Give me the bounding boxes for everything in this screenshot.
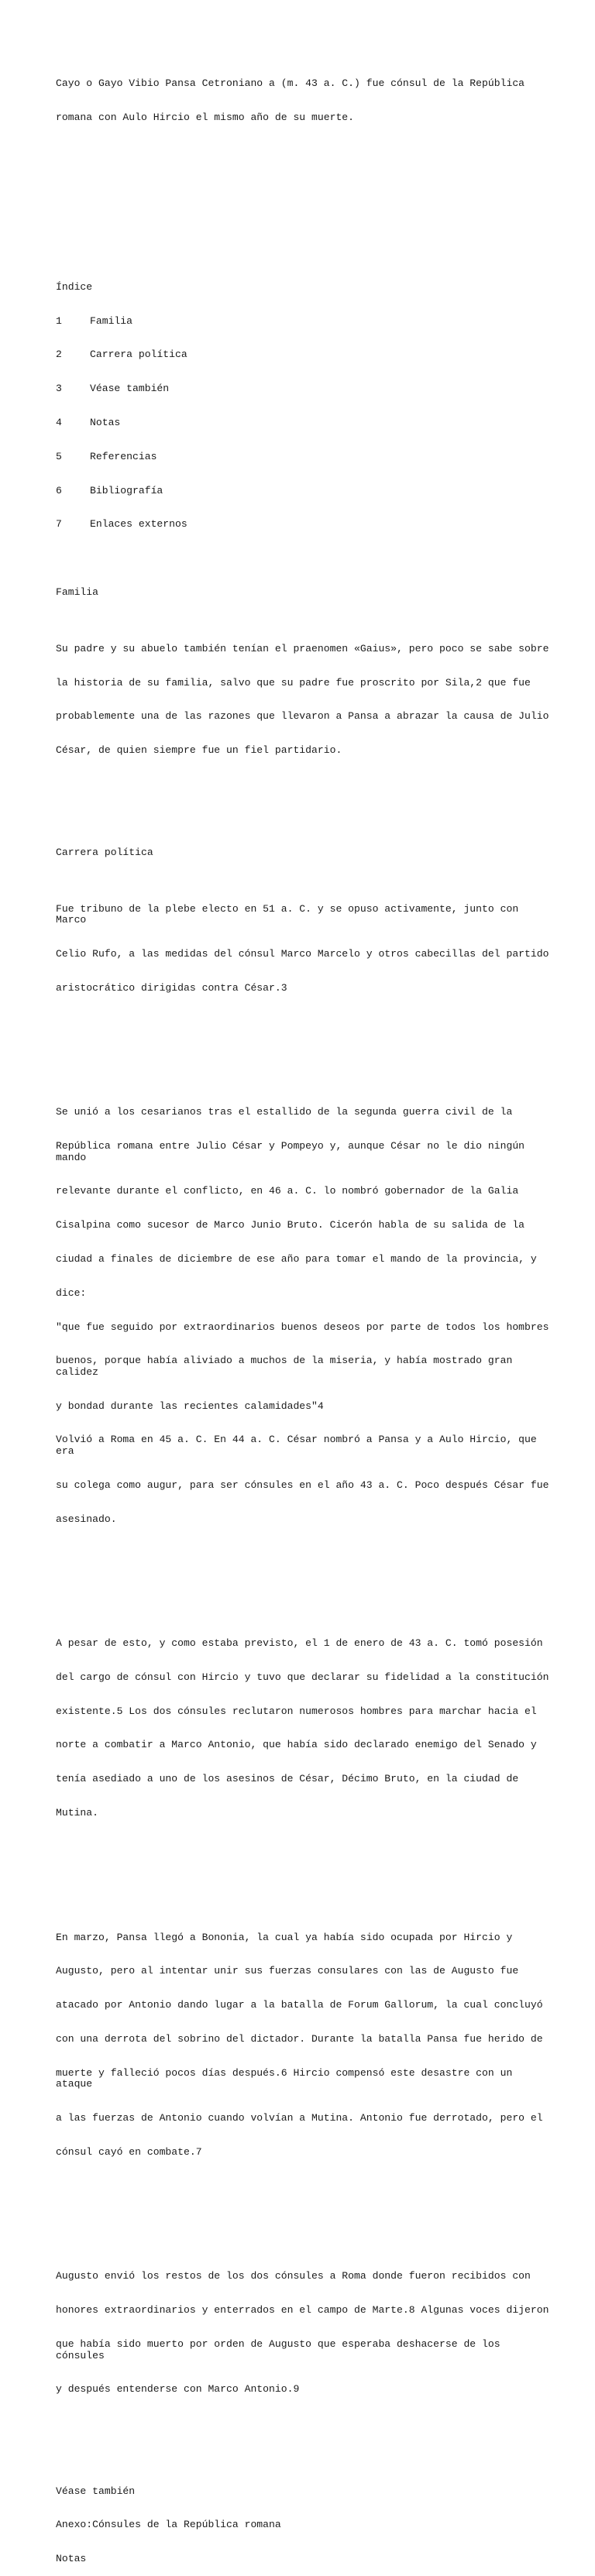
- toc-item-notas[interactable]: 4 Notas: [56, 417, 121, 428]
- text-line: atacado por Antonio dando lugar a la batalla de Forum Gallorum, la cual concluyó: [56, 1999, 543, 2011]
- text-line: honores extraordinarios y enterrados en el campo de Marte.8 Algunas voces dijeron: [56, 2304, 549, 2317]
- text-line: Cisalpina como sucesor de Marco Junio Bruto. Cicerón habla de su salida de la: [56, 1219, 525, 1231]
- quote-line: y bondad durante las recientes calamidades"4: [56, 1400, 324, 1412]
- toc-title: Índice: [56, 280, 93, 293]
- intro-line-1: Cayo o Gayo Vibio Pansa Cetroniano a (m. 43 a. C.) fue cónsul de la República: [56, 77, 525, 90]
- table-of-contents: [56, 259, 552, 553]
- paragraph-carrera-1: [56, 881, 552, 1016]
- text-line: Mutina.: [56, 1807, 99, 1819]
- link-consules[interactable]: Anexo:Cónsules de la República romana: [56, 2519, 281, 2531]
- text-line: tenía asediado a uno de los asesinos de César, Décimo Bruto, en la ciudad de: [56, 1773, 519, 1785]
- paragraph-carrera-5: [56, 2248, 552, 2418]
- paragraph-carrera-2: [56, 1084, 552, 1547]
- paragraph-familia: [56, 621, 552, 779]
- text-line: dice:: [56, 1286, 87, 1299]
- text-line: ciudad a finales de diciembre de ese año para tomar el mando de la provincia, y: [56, 1252, 537, 1265]
- intro-line-2: romana con Aulo Hircio el mismo año de su muerte.: [56, 111, 355, 123]
- text-line: Celio Rufo, a las medidas del cónsul Marco Marcelo y otros cabecillas del partido: [56, 947, 549, 960]
- text-line: la historia de su familia, salvo que su padre fue proscrito por Sila,2 que fue: [56, 676, 531, 689]
- text-line: Fue tribuno de la plebe electo en 51 a. C. y se opuso activamente, junto con Marco: [56, 902, 525, 926]
- text-line: cónsul cayó en combate.7: [56, 2145, 202, 2158]
- text-line: relevante durante el conflicto, en 46 a. C. lo nombró gobernador de la Galia: [56, 1185, 519, 1197]
- section-heading-vease: Véase también: [56, 2485, 136, 2497]
- toc-item-enlaces[interactable]: 7 Enlaces externos: [56, 518, 187, 531]
- text-line: existente.5 Los dos cónsules reclutaron numerosos hombres para marchar hacia el: [56, 1705, 537, 1717]
- paragraph-carrera-3: [56, 1616, 552, 1842]
- text-line: asesinado.: [56, 1513, 117, 1525]
- quote-line: buenos, porque había aliviado a muchos de la miseria, y había mostrado gran calidez: [56, 1355, 519, 1378]
- text-line: a las fuerzas de Antonio cuando volvían a Mutina. Antonio fue derrotado, pero el: [56, 2112, 543, 2124]
- text-line: del cargo de cónsul con Hircio y tuvo que declarar su fidelidad a la constitución: [56, 1671, 549, 1683]
- text-line: su colega como augur, para ser cónsules en el año 43 a. C. Poco después César fue: [56, 1479, 549, 1491]
- paragraph-carrera-4: [56, 1909, 552, 2180]
- toc-item-vease[interactable]: 3 Véase también: [56, 383, 170, 395]
- text-line: César, de quien siempre fue un fiel partidario.: [56, 744, 342, 757]
- document-body: [56, 56, 552, 2576]
- text-line: y después entenderse con Marco Antonio.9: [56, 2383, 300, 2396]
- section-heading-carrera: Carrera política: [56, 846, 153, 858]
- section-heading-notas: Notas: [56, 2553, 87, 2565]
- text-line: que había sido muerto por orden de Augusto que esperaba deshacerse de los cónsules: [56, 2337, 507, 2361]
- text-line: Augusto envió los restos de los dos cónsules a Roma donde fueron recibidos con: [56, 2270, 531, 2282]
- text-line: con una derrota del sobrino del dictador. Durante la batalla Pansa fue herido de: [56, 2032, 543, 2045]
- text-line: Se unió a los cesarianos tras el estallido de la segunda guerra civil de la: [56, 1106, 513, 1118]
- toc-item-referencias[interactable]: 5 Referencias: [56, 450, 157, 462]
- text-line: Augusto, pero al intentar unir sus fuerzas consulares con las de Augusto fue: [56, 1965, 519, 1977]
- text-line: Su padre y su abuelo también tenían el praenomen «Gaius», pero poco se sabe sobre: [56, 642, 549, 654]
- toc-item-familia[interactable]: 1 Familia: [56, 314, 133, 327]
- text-line: A pesar de esto, y como estaba previsto, el 1 de enero de 43 a. C. tomó posesión: [56, 1637, 543, 1650]
- text-line: muerte y falleció pocos días después.6 Hircio compensó este desastre con un ataque: [56, 2066, 519, 2090]
- quote-line: "que fue seguido por extraordinarios buenos deseos por parte de todos los hombres: [56, 1321, 549, 1333]
- text-line: probablemente una de las razones que llevaron a Pansa a abrazar la causa de Julio: [56, 710, 549, 723]
- section-heading-familia: Familia: [56, 586, 99, 598]
- text-line: norte a combatir a Marco Antonio, que había sido declarado enemigo del Senado y: [56, 1739, 537, 1751]
- toc-item-bibliografia[interactable]: 6 Bibliografía: [56, 484, 163, 496]
- text-line: República romana entre Julio César y Pompeyo y, aunque César no le dio ningún mando: [56, 1140, 531, 1163]
- toc-item-carrera[interactable]: 2 Carrera política: [56, 349, 187, 361]
- text-line: En marzo, Pansa llegó a Bononia, la cual ya había sido ocupada por Hircio y: [56, 1931, 513, 1943]
- text-line: aristocrático dirigidas contra César.3: [56, 981, 287, 994]
- text-line: Volvió a Roma en 45 a. C. En 44 a. C. César nombró a Pansa y a Aulo Hircio, que era: [56, 1434, 543, 1458]
